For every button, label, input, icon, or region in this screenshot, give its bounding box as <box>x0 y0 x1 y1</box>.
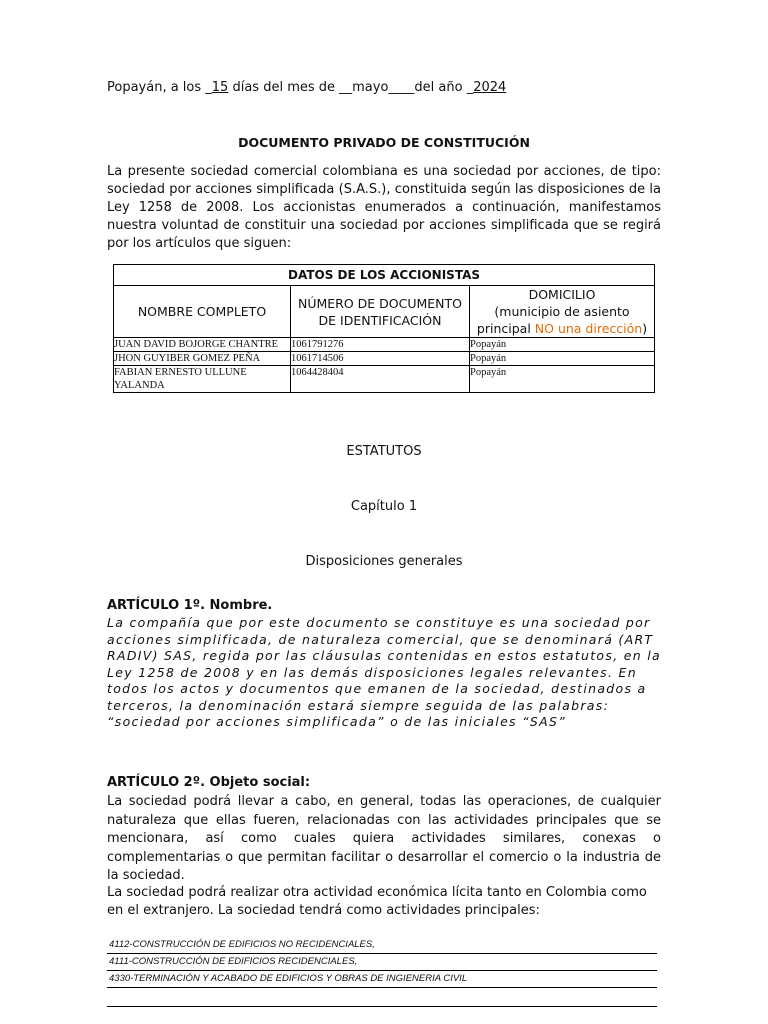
row-domicile: Popayán <box>470 366 655 393</box>
row-name: FABIAN ERNESTO ULLUNE YALANDA <box>114 366 291 393</box>
activity-line: 4112-CONSTRUCCIÓN DE EDIFICIOS NO RECIDENCIALES, <box>107 937 657 954</box>
activities-list <box>107 937 657 1007</box>
row-id: 1061714506 <box>291 352 470 366</box>
header-dom-post: ) <box>642 321 648 336</box>
article-1-body: La compañía que por este documento se constituye es una sociedad por acciones simplificada, de naturaleza comercial, que se denominará (ART RADIV) SAS, regida por las cláusulas contenidas en estos estatutos, en la Ley 1258 de 2008 y en las demás disposiciones legales relevantes. En todos los actos y documentos que emanen de la sociedad, destinados a terceros, la denominación estará siempre seguida de las palabras: “sociedad por acciones simplificada” o de las iniciales “SAS” <box>107 615 661 729</box>
year-text: del año _ <box>414 80 474 95</box>
row-id: 1061791276 <box>291 338 470 352</box>
day-value: 15 <box>211 80 229 95</box>
article-2-paragraph-2: La sociedad podrá realizar otra actividad económica lícita tanto en Colombia como en el extranjero. La sociedad tendrá como actividades principales: <box>107 885 647 918</box>
header-name: NOMBRE COMPLETO <box>114 286 291 338</box>
header-dom-pre: principal <box>476 321 535 336</box>
header-id-line2: DE IDENTIFICACIÓN <box>318 312 442 328</box>
place-prefix: Popayán, a los _ <box>107 80 212 95</box>
row-domicile: Popayán <box>470 352 655 366</box>
table-caption: DATOS DE LOS ACCIONISTAS <box>114 265 655 286</box>
activity-line <box>107 988 657 1007</box>
estatutos-heading: ESTATUTOS <box>346 444 422 459</box>
days-text: días del mes de <box>228 80 340 95</box>
row-name: JHON GUYIBER GOMEZ PEÑA <box>114 352 291 366</box>
article-1-title: ARTÍCULO 1º. Nombre. <box>107 598 273 613</box>
activity-line: 4330-TERMINACIÓN Y ACABADO DE EDIFICIOS Y OBRAS DE INGIENERIA CIVIL <box>107 971 657 988</box>
header-id <box>291 286 470 338</box>
chapter-heading: Capítulo 1 <box>350 499 418 514</box>
table-row <box>114 338 655 352</box>
row-id: 1064428404 <box>291 366 470 393</box>
shareholders-table <box>113 264 655 393</box>
header-id-line1: NÚMERO DE DOCUMENTO <box>297 295 463 311</box>
document-title: DOCUMENTO PRIVADO DE CONSTITUCIÓN <box>238 135 530 150</box>
header-dom-highlight: NO una dirección <box>534 321 643 336</box>
intro-paragraph: La presente sociedad comercial colombiana es una sociedad por acciones, de tipo: sociedad por acciones simplificada (S.A.S.), constituida según las disposiciones de la Ley 1258 de 2008. Los accionistas enumerados a continuación, manifestamos nuestra voluntad de constituir una sociedad por acciones simplificada que se regirá por los artículos que siguen: <box>107 164 661 251</box>
article-2-body: La sociedad podrá llevar a cabo, en general, todas las operaciones, de cualquier naturaleza que ellas fueren, relacionadas con las actividades principales que se mencionara, así como cuales quiera actividades similares, conexas o complementarias o que permitan facilitar o desarrollar el comercio o la industria de la sociedad. <box>107 794 661 883</box>
header-dom-line1: DOMICILIO <box>528 287 596 302</box>
row-name: JUAN DAVID BOJORGE CHANTRE <box>114 338 291 352</box>
row-domicile: Popayán <box>470 338 655 352</box>
header-domicile <box>470 286 655 338</box>
section-heading: Disposiciones generales <box>305 554 463 569</box>
article-2-title: ARTÍCULO 2º. Objeto social: <box>107 775 311 790</box>
table-row <box>114 352 655 366</box>
table-row <box>114 366 655 393</box>
activity-line: 4111-CONSTRUCCIÓN DE EDIFICIOS RECIDENCIALES, <box>107 954 657 971</box>
month-value: __mayo____ <box>339 80 415 95</box>
header-dom-line2: (municipio de asiento <box>494 304 630 319</box>
year-value: 2024 <box>473 80 507 95</box>
place-date-line <box>107 79 661 97</box>
header-dom-line3 <box>470 320 654 337</box>
